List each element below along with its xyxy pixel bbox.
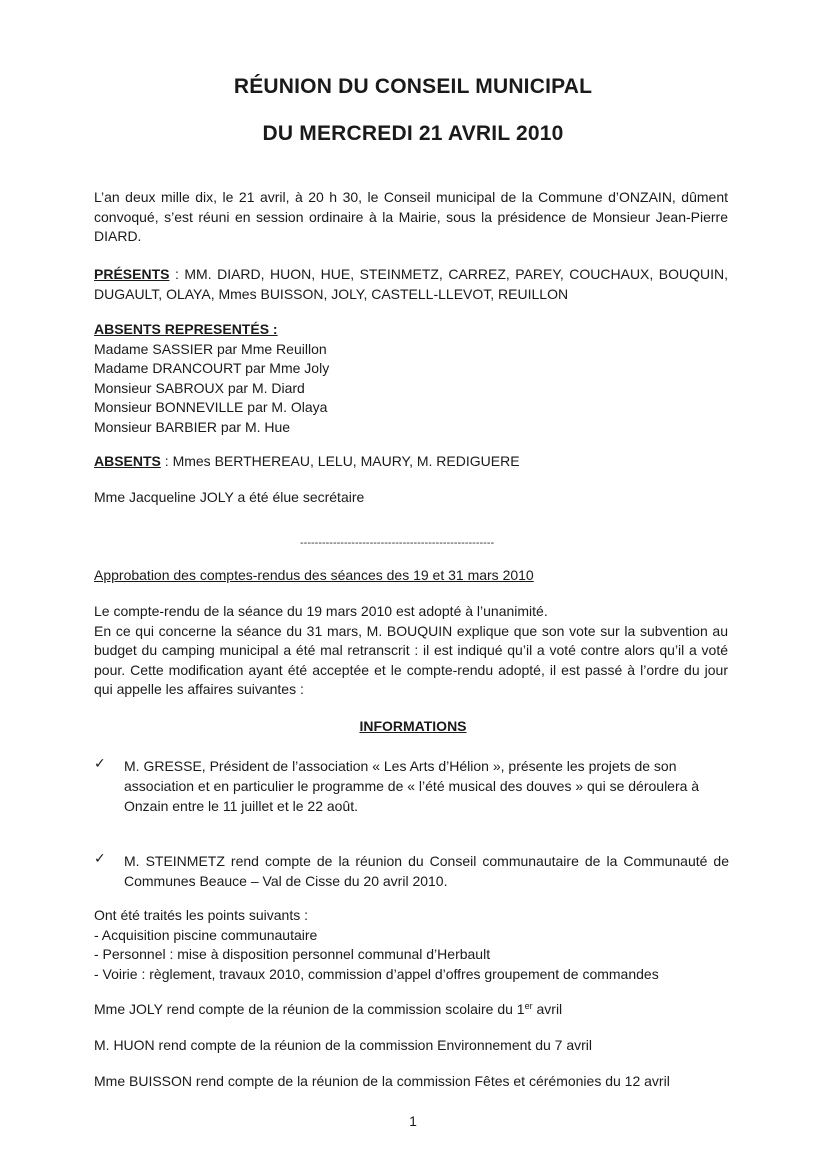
info-line: Onzain entre le 11 juillet et le 22 août. [124,798,359,814]
informations-heading: INFORMATIONS [359,718,467,734]
absents-line [94,452,728,472]
buisson-paragraph [94,1072,728,1092]
list-item: - Personnel : mise à disposition personnel communal d’Herbault [94,946,491,962]
approbation-heading-block [94,566,728,586]
document-title: RÉUNION DU CONSEIL MUNICIPAL [233,75,593,98]
huon-text: M. HUON rend compte de la réunion de la commission Environnement du 7 avril [94,1037,593,1053]
check-icon: ✓ [94,850,106,866]
page-number: 1 [409,1113,417,1129]
info-item-steinmetz [124,851,729,891]
presents-line [94,265,728,285]
points-block [94,906,728,984]
absents-paragraph [94,452,728,472]
document-subtitle-date: DU MERCREDI 21 AVRIL 2010 [262,122,564,145]
absents-names: : Mmes BERTHEREAU, LELU, MAURY, M. REDIGUERE [160,453,520,469]
secretaire-paragraph [94,488,728,508]
list-item: Monsieur SABROUX par M. Diard [94,379,305,396]
approbation-line: budget du camping municipal a été mal retranscrit : il est indiqué qu’il a voté contre alors qu’il a voté [94,642,728,658]
presents-names: MM. DIARD, HUON, HUE, STEINMETZ, CARREZ, PAREY, COUCHAUX, BOUQUIN, [184,266,729,282]
secretaire-text: Mme Jacqueline JOLY a été élue secrétaire [94,489,365,505]
list-item: Monsieur BARBIER par M. Hue [94,418,291,435]
absents-label: ABSENTS [94,453,161,469]
joly-text: Mme JOLY rend compte de la réunion de la commission scolaire du 1 [94,1001,525,1017]
absents-representes-label: ABSENTS REPRESENTÉS : [94,321,278,337]
list-item: - Acquisition piscine communautaire [94,926,318,943]
approbation-line: qui appelle les affaires suivantes : [94,681,304,697]
approbation-heading: Approbation des comptes-rendus des séances des 19 et 31 mars 2010 [94,567,534,583]
info-line: M. GRESSE, Président de l’association « Les Arts d’Hélion », présente les projets de son [124,758,677,774]
presents-label: PRÉSENTS [94,266,170,282]
approbation-line: Le compte-rendu de la séance du 19 mars 2010 est adopté à l’unanimité. [94,603,548,619]
approbation-line: En ce qui concerne la séance du 31 mars, M. BOUQUIN explique que son vote sur la subvention au [94,622,728,639]
info-line: M. STEINMETZ rend compte de la réunion du Conseil communautaire de la Communauté de [124,853,729,869]
intro-line: DIARD. [94,228,142,244]
joly-text-end: avril [532,1001,563,1017]
joly-line [94,1000,728,1020]
presents-line: DUGAULT, OLAYA, Mmes BUISSON, JOLY, CASTELL-LLEVOT, REUILLON [94,285,569,302]
approbation-line: pour. Cette modification ayant été acceptée et le compte-rendu adopté, il est passé à l’ordre du jour [94,661,728,678]
absents-representes-block [94,320,728,437]
list-item: Monsieur BONNEVILLE par M. Olaya [94,399,328,415]
intro-line: L’an deux mille dix, le 21 avril, à 20 h 30, le Conseil municipal de la Commune d’ONZAIN, dûment [94,189,728,205]
points-intro: Ont été traités les points suivants : [94,907,308,923]
info-item-gresse [124,756,729,816]
info-line: association et en particulier le programme de « l’été musical des douves » qui se déroulera à [124,778,700,794]
list-item: Madame SASSIER par Mme Reuillon [94,340,327,357]
buisson-text: Mme BUISSON rend compte de la réunion de la commission Fêtes et cérémonies du 12 avril [94,1073,670,1089]
ordinal-suffix: er [524,1001,533,1011]
presents-separator: : [169,266,185,282]
intro-line: convoqué, s’est réuni en session ordinaire à la Mairie, sous la présidence de Monsieur Jean-Pierre [94,208,728,225]
joly-paragraph [94,1000,728,1020]
intro-paragraph [94,188,728,247]
list-item: - Voirie : règlement, travaux 2010, commission d’appel d’offres groupement de commandes [94,965,659,982]
presents-paragraph [94,265,728,304]
list-item: Madame DRANCOURT par Mme Joly [94,360,330,376]
check-icon: ✓ [94,755,106,771]
separator-line: ----------------------------------------------------- [300,537,495,549]
huon-paragraph [94,1036,728,1056]
info-line: Communes Beauce – Val de Cisse du 20 avril 2010. [124,873,448,889]
approbation-paragraph [94,602,728,700]
